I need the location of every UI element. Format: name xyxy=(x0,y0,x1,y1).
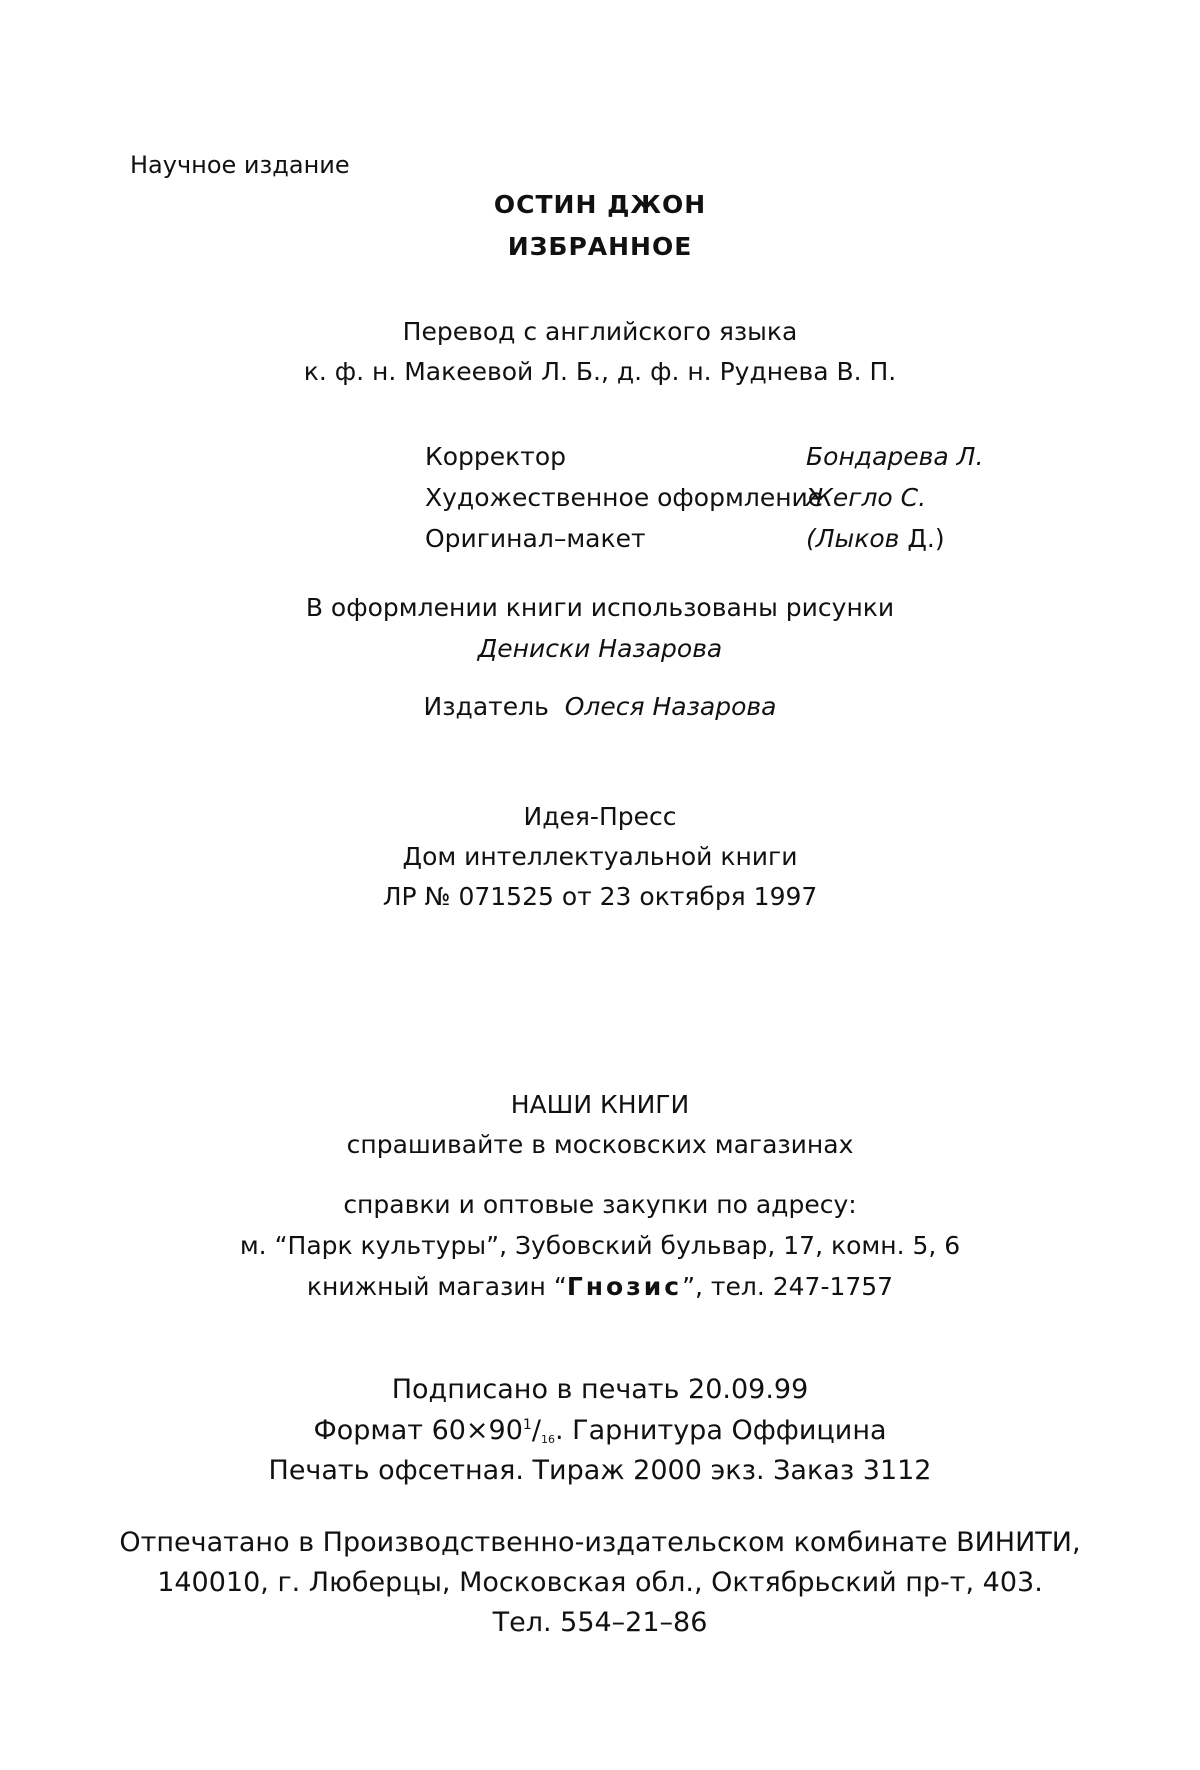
shop-prefix: книжный магазин “ xyxy=(306,1272,567,1301)
credit-name-corrector: Бондарева Л. xyxy=(806,442,984,471)
credit-name-layout-rest: Д.) xyxy=(899,524,945,553)
translation-line-1: Перевод с английского языка xyxy=(402,317,798,346)
illustrations-artist: Дениски Назарова xyxy=(477,634,723,663)
format-suffix: . Гарнитура Оффицина xyxy=(554,1415,887,1446)
edition-type: Научное издание xyxy=(130,151,350,179)
book-title: ИЗБРАННОЕ xyxy=(507,232,693,261)
press-subtitle: Дом интеллектуальной книги xyxy=(402,842,798,871)
author-name: ОСТИН ДЖОН xyxy=(493,190,707,219)
credit-name-layout xyxy=(806,524,945,554)
credit-name-layout-italic: (Лыков xyxy=(806,524,900,553)
credit-name-art: Жегло С. xyxy=(806,483,927,512)
shop-name: Гнозис xyxy=(566,1272,683,1301)
our-books-heading: НАШИ КНИГИ xyxy=(510,1090,690,1119)
press-license: ЛР № 071525 от 23 октября 1997 xyxy=(382,882,818,911)
printer-phone: Тел. 554–21–86 xyxy=(492,1607,708,1638)
shop-suffix: ”, тел. 247-1757 xyxy=(682,1272,894,1301)
credit-role-corrector: Корректор xyxy=(425,442,566,471)
printer-line-1: Отпечатано в Производственно-издательском комбинате ВИНИТИ, xyxy=(119,1527,1081,1558)
publisher-line xyxy=(0,692,1200,722)
print-signed: Подписано в печать 20.09.99 xyxy=(391,1374,809,1405)
translation-line-2: к. ф. н. Макеевой Л. Б., д. ф. н. Руднева В. П. xyxy=(303,357,897,386)
format-sub: 16 xyxy=(540,1433,555,1446)
publisher-label: Издатель xyxy=(423,692,549,721)
credit-role-layout: Оригинал–макет xyxy=(425,524,646,553)
format-sup: 1 xyxy=(522,1417,532,1433)
publisher-name: Олеся Назарова xyxy=(564,692,777,721)
our-books-address: м. “Парк культуры”, Зубовский бульвар, 17, комн. 5, 6 xyxy=(239,1231,961,1260)
format-slash: / xyxy=(531,1415,541,1446)
print-run: Печать офсетная. Тираж 2000 экз. Заказ 3112 xyxy=(268,1455,932,1486)
printer-line-2: 140010, г. Люберцы, Московская обл., Октябрьский пр-т, 403. xyxy=(157,1567,1043,1598)
illustrations-line-1: В оформлении книги использованы рисунки xyxy=(305,593,895,622)
our-books-line-2: справки и оптовые закупки по адресу: xyxy=(343,1190,857,1219)
press-name: Идея-Пресс xyxy=(523,802,677,831)
our-books-shop xyxy=(0,1272,1200,1302)
print-format xyxy=(0,1414,1200,1448)
our-books-line-1: спрашивайте в московских магазинах xyxy=(346,1130,854,1159)
format-prefix: Формат 60×90 xyxy=(313,1415,523,1446)
credit-role-art: Художественное оформление xyxy=(425,483,824,512)
